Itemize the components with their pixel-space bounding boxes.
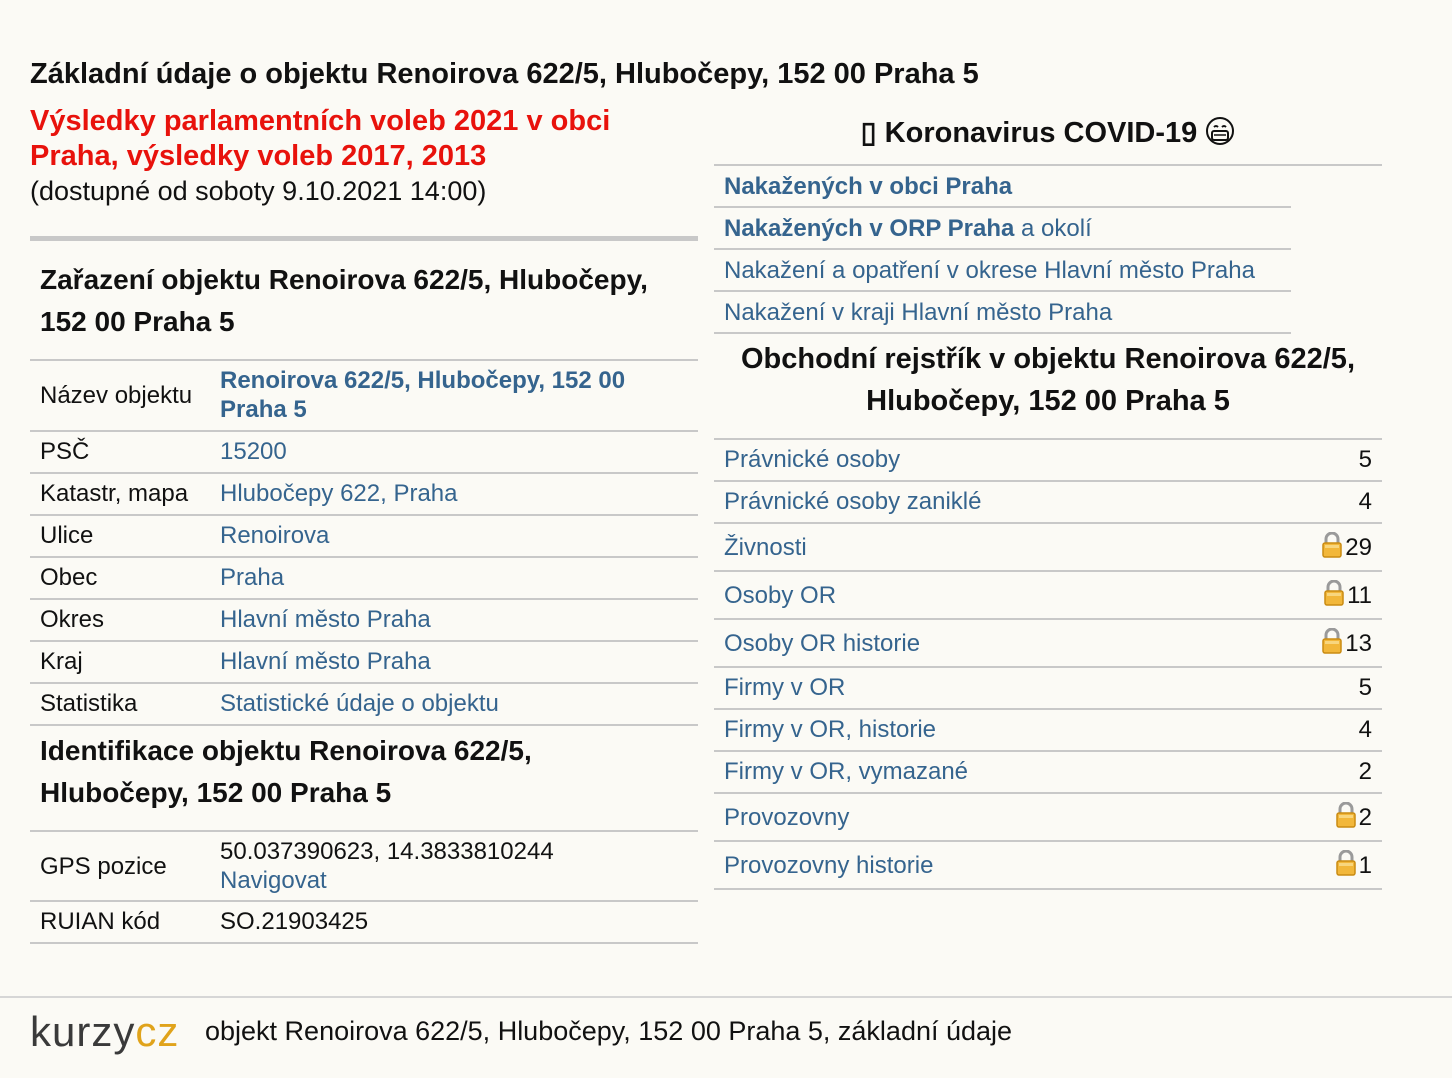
- table-row: [30, 683, 698, 725]
- covid-district-link[interactable]: Nakažení a opatření v okrese Hlavní město Praha: [724, 257, 1255, 284]
- covid-title-text: Koronavirus COVID-19: [884, 117, 1198, 149]
- covid-orp-suffix: a okolí: [1014, 215, 1092, 242]
- navigate-link[interactable]: Navigovat: [220, 867, 327, 894]
- right-column: [714, 112, 1382, 890]
- table-row: [30, 641, 698, 683]
- lock-icon[interactable]: [1335, 802, 1357, 828]
- registry-item-link[interactable]: Osoby OR historie: [724, 629, 921, 657]
- row-label: Okres: [30, 599, 220, 641]
- covid-city-link[interactable]: Nakažených v obci Praha: [724, 173, 1013, 200]
- registry-item-link[interactable]: Osoby OR: [724, 581, 837, 609]
- covid-links: [714, 166, 1291, 334]
- ruian-label: RUIAN kód: [30, 901, 220, 943]
- page-title: Základní údaje o objektu Renoirova 622/5, Hlubočepy, 152 00 Praha 5: [30, 58, 979, 90]
- list-item: [714, 250, 1291, 292]
- footer-text: objekt Renoirova 622/5, Hlubočepy, 152 00 Praha 5, základní údaje: [205, 1016, 1013, 1046]
- registry-count: 11: [1347, 582, 1372, 609]
- table-row: [30, 473, 698, 515]
- missing-glyph-icon: ▯: [860, 117, 877, 149]
- cadastre-map-link[interactable]: Hlubočepy 622, Praha: [220, 480, 458, 507]
- municipality-link[interactable]: Praha: [220, 564, 285, 591]
- row-label: Kraj: [30, 641, 220, 683]
- table-row: [30, 901, 698, 943]
- registry-title: Obchodní rejstřík v objektu Renoirova 622/5, Hlubočepy, 152 00 Praha 5: [740, 343, 1355, 417]
- registry-count: 5: [1358, 674, 1372, 701]
- logo-part1: kurzy: [30, 1008, 136, 1055]
- table-row: [30, 599, 698, 641]
- registry-item-link[interactable]: Právnické osoby zaniklé: [724, 488, 982, 515]
- list-item: [714, 208, 1291, 250]
- registry-item-link[interactable]: Živnosti: [724, 533, 807, 561]
- row-label: Statistika: [30, 683, 220, 725]
- registry-count: 5: [1358, 446, 1372, 473]
- region-link[interactable]: Hlavní město Praha: [220, 648, 431, 675]
- left-column: [30, 104, 698, 944]
- registry-count: 4: [1358, 716, 1372, 743]
- row-label: PSČ: [30, 431, 220, 473]
- registry-count: 29: [1345, 534, 1372, 561]
- covid-title: [714, 112, 1382, 166]
- row-label: Název objektu: [30, 360, 220, 431]
- registry-item-link[interactable]: Právnické osoby: [724, 446, 901, 473]
- identification-table: [30, 830, 698, 944]
- registry-count: 1: [1358, 852, 1372, 879]
- object-name-link[interactable]: Renoirova 622/5, Hlubočepy, 152 00 Praha 5: [220, 367, 626, 423]
- list-item: [714, 292, 1291, 334]
- elections-results-link[interactable]: Výsledky parlamentních voleb 2021 v obci Praha, výsledky voleb 2017, 2013: [30, 105, 611, 172]
- registry-item-link[interactable]: Firmy v OR, vymazané: [724, 758, 969, 785]
- elections-availability: (dostupné od soboty 9.10.2021 14:00): [30, 176, 487, 206]
- face-mask-icon: [1205, 117, 1235, 149]
- row-label: Katastr, mapa: [30, 473, 220, 515]
- street-link[interactable]: Renoirova: [220, 522, 330, 549]
- table-row: [714, 793, 1382, 841]
- psc-link[interactable]: 15200: [220, 438, 287, 465]
- kurzy-logo[interactable]: [30, 1008, 179, 1056]
- table-row: [714, 667, 1382, 709]
- registry-count: 4: [1358, 488, 1372, 515]
- registry-item-link[interactable]: Firmy v OR, historie: [724, 716, 937, 743]
- table-row: [30, 831, 698, 901]
- row-label: Obec: [30, 557, 220, 599]
- lock-icon[interactable]: [1321, 628, 1343, 654]
- footer: [0, 996, 1452, 1078]
- gps-value: 50.037390623, 14.3833810244: [220, 838, 554, 865]
- row-label: Ulice: [30, 515, 220, 557]
- lock-icon[interactable]: [1323, 580, 1345, 606]
- registry-item-link[interactable]: Provozovny: [724, 803, 850, 831]
- covid-region-link[interactable]: Nakažení v kraji Hlavní město Praha: [724, 299, 1113, 326]
- table-row: [714, 571, 1382, 619]
- district-link[interactable]: Hlavní město Praha: [220, 606, 431, 633]
- registry-count: 2: [1358, 758, 1372, 785]
- table-row: [714, 841, 1382, 889]
- table-row: [714, 481, 1382, 523]
- table-row: [30, 557, 698, 599]
- table-row: [30, 515, 698, 557]
- lock-icon[interactable]: [1321, 532, 1343, 558]
- table-row: [714, 709, 1382, 751]
- registry-item-link[interactable]: Provozovny historie: [724, 851, 934, 879]
- table-row: [30, 431, 698, 473]
- registry-count: 13: [1345, 630, 1372, 657]
- registry-count: 2: [1358, 804, 1372, 831]
- table-row: [714, 523, 1382, 571]
- table-row: [714, 439, 1382, 481]
- table-row: [714, 751, 1382, 793]
- ruian-value: SO.21903425: [220, 901, 698, 943]
- logo-part2: cz: [135, 1008, 180, 1055]
- lock-icon[interactable]: [1335, 850, 1357, 876]
- table-row: [714, 619, 1382, 667]
- gps-label: GPS pozice: [30, 831, 220, 901]
- covid-orp-link[interactable]: Nakažených v ORP Praha: [724, 215, 1015, 242]
- list-item: [714, 166, 1291, 208]
- classification-title: Zařazení objektu Renoirova 622/5, Hlubočepy, 152 00 Praha 5: [40, 264, 648, 337]
- registry-table: [714, 438, 1382, 890]
- classification-table: [30, 359, 698, 726]
- statistics-link[interactable]: Statistické údaje o objektu: [220, 690, 499, 717]
- identification-title: Identifikace objektu Renoirova 622/5, Hlubočepy, 152 00 Praha 5: [40, 735, 532, 808]
- table-row: [30, 360, 698, 431]
- registry-item-link[interactable]: Firmy v OR: [724, 674, 846, 701]
